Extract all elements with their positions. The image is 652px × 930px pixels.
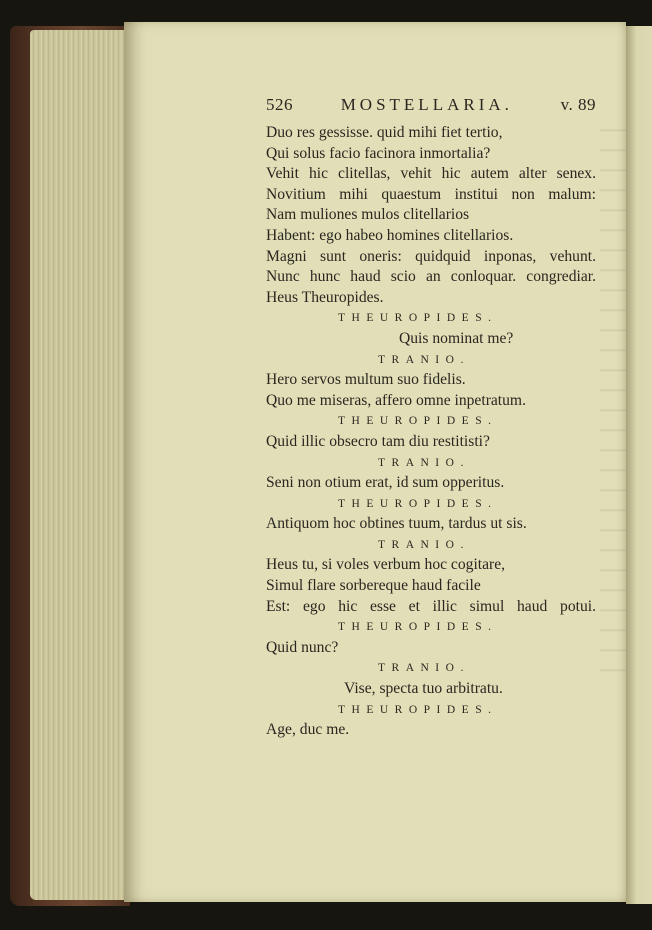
verse-line: Qui solus facio facinora inmortalia? [266,144,491,162]
page-text [266,95,596,741]
verse-line: Simul flare sorbereque haud facile [266,577,481,595]
speaker-heading: TRANIO. [378,456,470,469]
verse-line: Seni non otium erat, id sum opperitus. [266,474,505,492]
facing-page-edge [626,26,652,904]
speaker-heading: TRANIO. [378,353,470,366]
verse-line: Antiquom hoc obtines tuum, tardus ut sis. [266,515,527,533]
running-title: MOSTELLARIA. [340,95,513,114]
verse-line: Novitium mihi quaestum institui non malum: [266,185,596,203]
verse-line: Nunc hunc haud scio an conloquar. congrediar. [266,268,596,286]
speaker-heading: THEUROPIDES. [338,703,498,716]
verse-line: Vehit hic clitellas, vehit hic autem alter senex. [266,165,596,183]
speaker-heading: THEUROPIDES. [338,312,498,325]
verse-line: Age, duc me. [266,721,350,739]
speaker-heading: THEUROPIDES. [338,621,498,634]
verse-line: Quid nunc? [266,638,339,656]
verse-line: Heus tu, si voles verbum hoc cogitare, [266,556,506,574]
speaker-heading: THEUROPIDES. [338,497,498,510]
verse-line: Est: ego hic esse et illic simul haud potui. [266,597,596,615]
verse-line: Heus Theuropides. [266,288,384,306]
speaker-heading: TRANIO. [378,538,470,551]
verse-line: Hero servos multum suo fidelis. [266,371,466,389]
verse-line: Quo me miseras, affero omne inpetratum. [266,391,526,409]
speaker-heading: THEUROPIDES. [338,415,498,428]
verse-line: Quis nominat me? [399,329,514,347]
verse-line: Quid illic obsecro tam diu restitisti? [266,432,490,450]
verse-line: Magni sunt oneris: quidquid inponas, vehunt. [266,247,596,265]
page-edges [30,30,130,900]
verse-line: Duo res gessisse. quid mihi fiet tertio, [266,124,503,141]
running-header [266,95,596,123]
verse-line: Nam muliones mulos clitellarios [266,206,470,224]
verse-line: Vise, specta tuo arbitratu. [344,680,503,698]
verse-line: Habent: ego habeo homines clitellarios. [266,226,514,244]
verse-reference: v. 89 [560,95,596,114]
page-number: 526 [266,95,293,114]
speaker-heading: TRANIO. [378,662,470,675]
show-through-text [600,120,626,680]
